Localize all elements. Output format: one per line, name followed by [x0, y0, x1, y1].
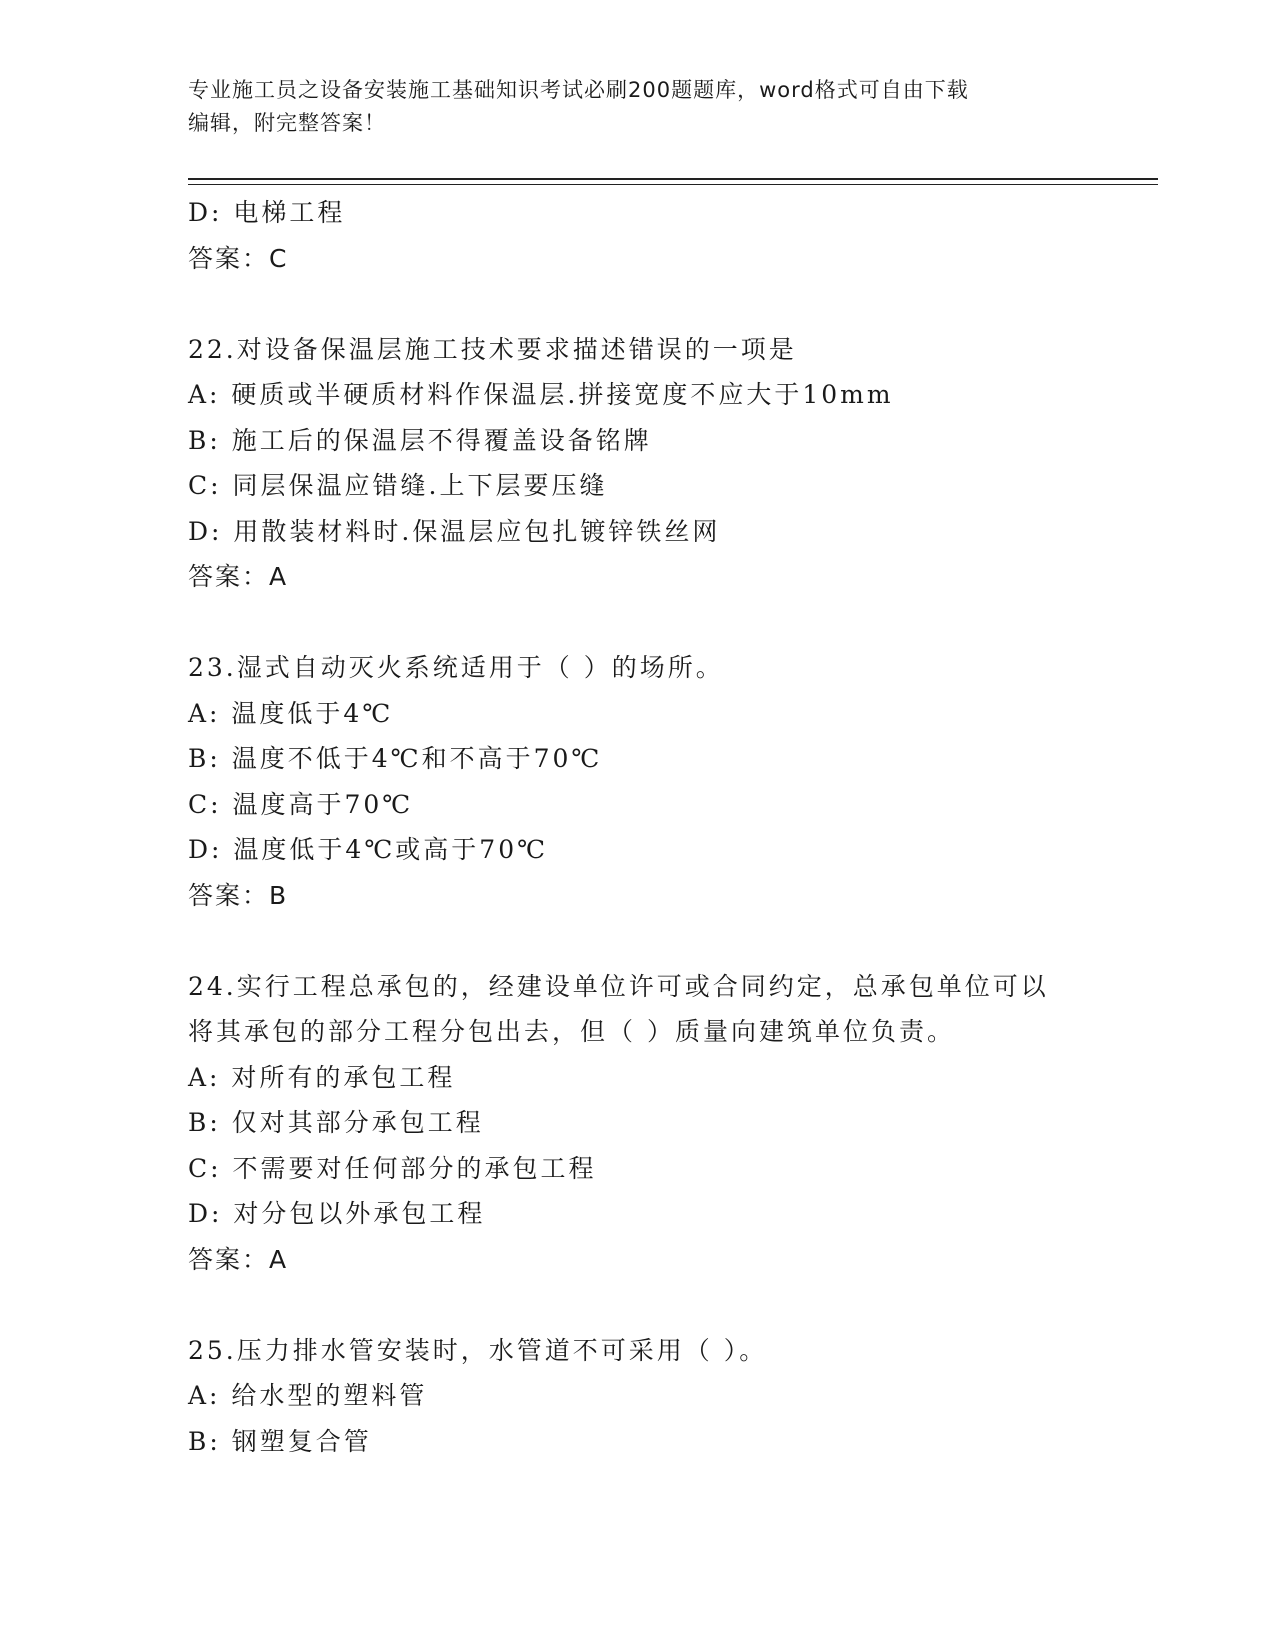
spacer [188, 281, 1188, 327]
option-d: D: 用散装材料时.保温层应包扎镀锌铁丝网 [188, 516, 721, 546]
option-a: A: 给水型的塑料管 [188, 1381, 428, 1410]
answer: 答案：A [188, 1244, 289, 1274]
answer: 答案：B [188, 880, 289, 910]
answer: 答案：A [188, 562, 289, 591]
question-stem: 23.湿式自动灭火系统适用于（ ）的场所。 [188, 653, 724, 682]
option-a: A: 硬质或半硬质材料作保温层.拼接宽度不应大于10mm [188, 380, 894, 409]
spacer [188, 600, 1188, 646]
option-b: B: 温度不低于4℃和不高于70℃ [188, 744, 603, 773]
question-stem: 22.对设备保温层施工技术要求描述错误的一项是 [188, 334, 797, 364]
document-header [188, 74, 1088, 140]
question-stem-line-2: 将其承包的部分工程分包出去，但（ ）质量向建筑单位负责。 [188, 1017, 955, 1046]
question-22 [188, 327, 1188, 600]
option-d: D: 温度低于4℃或高于70℃ [188, 835, 549, 864]
header-line-1: 专业施工员之设备安装施工基础知识考试必刷200题题库，word格式可自由下载 [188, 78, 969, 102]
question-stem-line-1: 24.实行工程总承包的，经建设单位许可或合同约定，总承包单位可以 [188, 971, 1049, 1001]
question-23 [188, 645, 1188, 918]
option-c: C: 同层保温应错缝.上下层要压缝 [188, 471, 608, 500]
header-line-2: 编辑，附完整答案！ [188, 111, 386, 135]
header-rule-thick [188, 178, 1158, 180]
option-b: B: 仅对其部分承包工程 [188, 1108, 484, 1137]
option-c: C: 温度高于70℃ [188, 789, 414, 819]
header-rule-thin [188, 184, 1158, 185]
prev-answer: 答案：C [188, 243, 289, 273]
prev-option-d: D: 电梯工程 [188, 198, 346, 227]
question-content [188, 190, 1188, 1464]
question-25 [188, 1328, 1188, 1465]
option-a: A: 对所有的承包工程 [188, 1062, 456, 1092]
spacer [188, 918, 1188, 964]
spacer [188, 1282, 1188, 1328]
option-d: D: 对分包以外承包工程 [188, 1199, 486, 1228]
question-24 [188, 964, 1188, 1283]
option-b: B: 钢塑复合管 [188, 1426, 372, 1456]
option-c: C: 不需要对任何部分的承包工程 [188, 1153, 597, 1183]
option-a: A: 温度低于4℃ [188, 698, 394, 728]
option-b: B: 施工后的保温层不得覆盖设备铭牌 [188, 425, 652, 455]
question-stem: 25.压力排水管安装时，水管道不可采用（ ）。 [188, 1335, 768, 1365]
